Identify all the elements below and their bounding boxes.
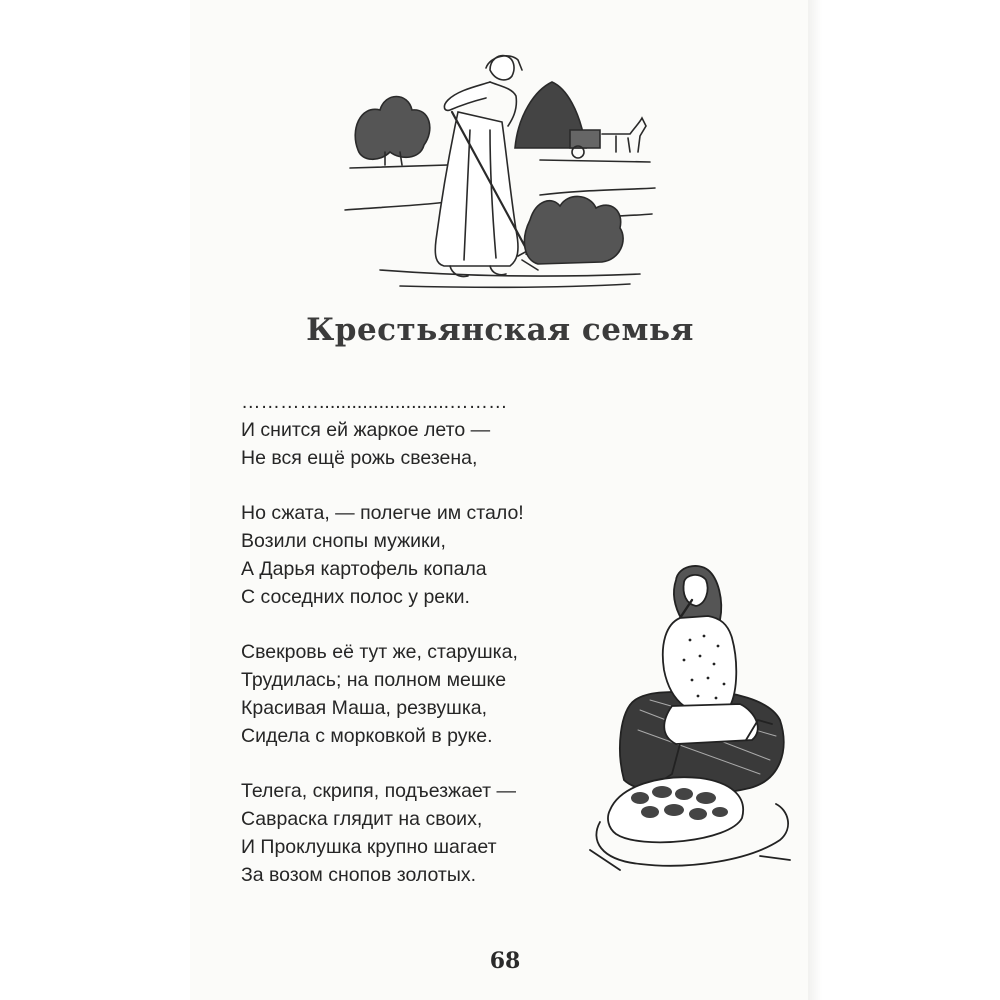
poem-line: …………........................……… xyxy=(241,391,508,413)
poem-line: Телега, скрипя, подъезжает — xyxy=(241,780,516,802)
poem-line: За возом снопов золотых. xyxy=(241,864,477,886)
poem-line: Не вся ещё рожь свезена, xyxy=(241,447,478,469)
poem-line: Свекровь её тут же, старушка, xyxy=(241,641,518,663)
stanza xyxy=(241,388,524,472)
stanza xyxy=(241,638,524,750)
poem-line: Возили снопы мужики, xyxy=(241,530,446,552)
page-gutter xyxy=(808,0,1000,1000)
poem-line: Сидела с морковкой в руке. xyxy=(241,725,493,747)
poem-line: Трудилась; на полном мешке xyxy=(241,669,507,691)
poem-line: И Проклушка крупно шагает xyxy=(241,836,497,858)
poem-line: И снится ей жаркое лето — xyxy=(241,419,491,441)
stanza xyxy=(241,499,524,611)
poem-line: С соседних полос у реки. xyxy=(241,586,470,608)
woman-raking-hay-illustration xyxy=(340,30,660,300)
poem-line: Красивая Маша, резвушка, xyxy=(241,697,488,719)
poem-line: Савраска глядит на своих, xyxy=(241,808,483,830)
page-number: 68 xyxy=(489,948,521,974)
poem-line: А Дарья картофель копала xyxy=(241,558,487,580)
poem-line: Но сжата, — полегче им стало! xyxy=(241,502,524,524)
poem-text xyxy=(241,388,524,916)
stanza xyxy=(241,777,524,889)
girl-sitting-on-sack-with-carrot-illustration xyxy=(580,560,800,890)
poem-title: Крестьянская семья xyxy=(306,312,694,348)
